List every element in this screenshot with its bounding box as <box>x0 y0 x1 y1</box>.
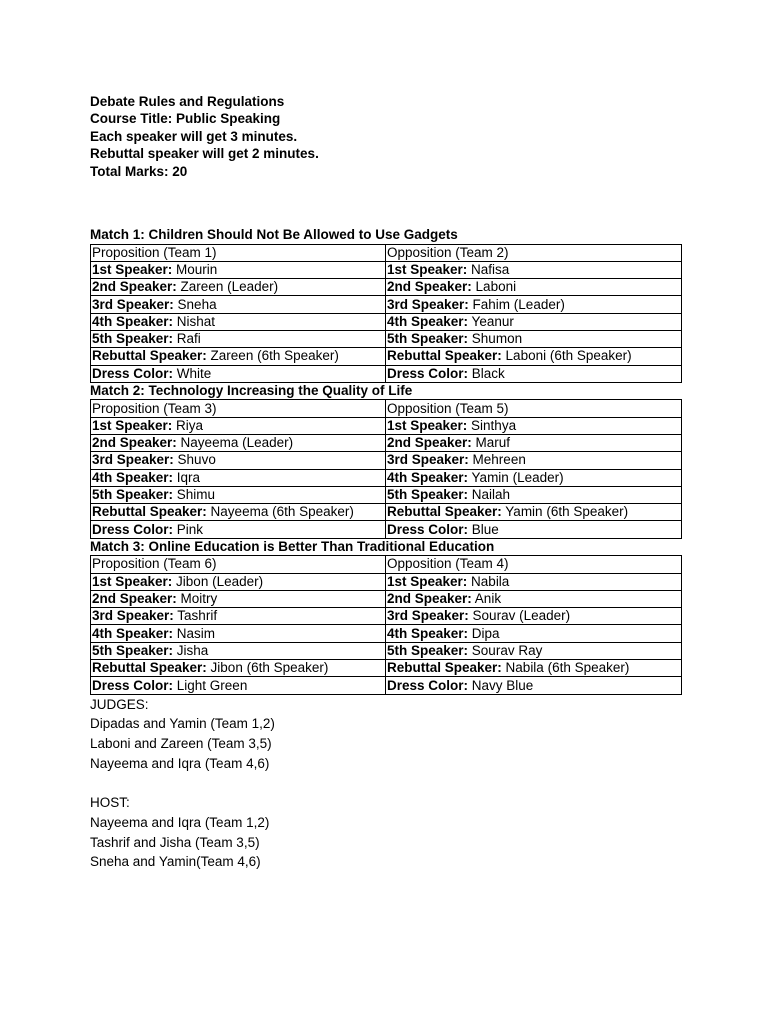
role-value: Moitry <box>176 591 218 607</box>
table-row <box>91 452 682 469</box>
proposition-cell <box>91 279 386 296</box>
proposition-cell <box>91 573 386 590</box>
role-value: Nayeema (Leader) <box>176 435 294 451</box>
proposition-cell <box>91 625 386 642</box>
role-label: 3rd Speaker: <box>387 296 469 312</box>
role-label: 1st Speaker: <box>92 261 173 277</box>
role-value: Fahim (Leader) <box>468 296 565 312</box>
rebuttal-time-line: Rebuttal speaker will get 2 minutes. <box>90 146 319 162</box>
match-table <box>90 399 682 538</box>
role-label: 1st Speaker: <box>92 573 173 589</box>
role-label: 3rd Speaker: <box>92 608 174 624</box>
proposition-team-cell: Proposition (Team 3) <box>91 400 386 417</box>
role-value: Riya <box>172 417 204 433</box>
table-row <box>91 590 682 607</box>
opposition-cell <box>386 365 682 382</box>
speaker-time-line: Each speaker will get 3 minutes. <box>90 128 298 144</box>
proposition-cell <box>91 590 386 607</box>
table-row <box>91 469 682 486</box>
proposition-cell <box>91 452 386 469</box>
course-title-line: Course Title: Public Speaking <box>90 111 281 127</box>
role-label: 5th Speaker: <box>92 487 174 503</box>
role-value: Black <box>468 365 505 381</box>
table-row <box>91 365 682 382</box>
proposition-cell <box>91 365 386 382</box>
opposition-cell <box>386 279 682 296</box>
document-page <box>90 93 690 872</box>
opposition-cell <box>386 521 682 538</box>
role-label: 4th Speaker: <box>387 625 469 641</box>
opposition-cell <box>386 660 682 677</box>
role-label: 2nd Speaker: <box>387 279 472 295</box>
proposition-cell <box>91 348 386 365</box>
role-label: 4th Speaker: <box>92 313 174 329</box>
opposition-cell <box>386 608 682 625</box>
role-value: Yeanur <box>468 313 514 329</box>
role-value: Sneha <box>173 296 217 312</box>
role-value: Nasim <box>173 625 216 641</box>
table-row <box>91 313 682 330</box>
role-value: Shimu <box>173 487 216 503</box>
role-value: Pink <box>173 521 204 537</box>
table-row <box>91 521 682 538</box>
host-line: Tashrif and Jisha (Team 3,5) <box>90 834 260 850</box>
role-label: Rebuttal Speaker: <box>92 504 207 520</box>
role-value: Shumon <box>468 331 523 347</box>
role-label: 5th Speaker: <box>387 487 469 503</box>
match-title: Match 1: Children Should Not Be Allowed to Use Gadgets <box>90 227 458 243</box>
role-label: 4th Speaker: <box>92 625 174 641</box>
role-value: Anik <box>471 591 502 607</box>
opposition-cell <box>386 504 682 521</box>
opposition-team-cell: Opposition (Team 4) <box>386 556 682 573</box>
role-value: Yamin (Leader) <box>468 469 564 485</box>
opposition-cell <box>386 642 682 659</box>
table-row <box>91 660 682 677</box>
role-value: Zareen (6th Speaker) <box>206 348 339 364</box>
role-label: 2nd Speaker: <box>92 591 177 607</box>
role-label: 1st Speaker: <box>387 573 468 589</box>
role-label: 2nd Speaker: <box>92 279 177 295</box>
document-title: Debate Rules and Regulations <box>90 94 285 109</box>
proposition-cell <box>91 435 386 452</box>
role-label: 1st Speaker: <box>387 417 468 433</box>
role-label: 3rd Speaker: <box>387 452 469 468</box>
role-value: Sourav Ray <box>468 642 543 658</box>
role-label: 3rd Speaker: <box>92 452 174 468</box>
opposition-team-cell: Opposition (Team 2) <box>386 244 682 261</box>
role-label: Dress Color: <box>92 521 174 537</box>
opposition-cell <box>386 417 682 434</box>
role-value: Blue <box>468 521 499 537</box>
proposition-cell <box>91 313 386 330</box>
judges-section <box>90 695 690 774</box>
proposition-cell <box>91 469 386 486</box>
role-value: Mehreen <box>468 452 526 468</box>
role-value: Sinthya <box>467 417 517 433</box>
table-row <box>91 625 682 642</box>
role-value: Rafi <box>173 331 201 347</box>
host-line: Nayeema and Iqra (Team 1,2) <box>90 814 270 830</box>
opposition-cell <box>386 435 682 452</box>
role-value: Maruf <box>471 435 511 451</box>
role-value: Laboni <box>471 279 517 295</box>
role-value: Nailah <box>468 487 511 503</box>
role-value: Nabila (6th Speaker) <box>501 660 630 676</box>
role-label: Rebuttal Speaker: <box>387 660 502 676</box>
role-value: White <box>173 365 212 381</box>
role-value: Tashrif <box>173 608 218 624</box>
document-header <box>90 93 690 180</box>
opposition-cell <box>386 331 682 348</box>
role-label: 5th Speaker: <box>387 331 469 347</box>
role-label: Rebuttal Speaker: <box>92 348 207 364</box>
role-value: Navy Blue <box>468 677 534 693</box>
opposition-team-cell: Opposition (Team 5) <box>386 400 682 417</box>
judges-line: Dipadas and Yamin (Team 1,2) <box>90 716 275 732</box>
match-table <box>90 555 682 694</box>
opposition-cell <box>386 590 682 607</box>
proposition-team-cell: Proposition (Team 6) <box>91 556 386 573</box>
host-line: Sneha and Yamin(Team 4,6) <box>90 854 261 870</box>
total-marks-line: Total Marks: 20 <box>90 163 188 179</box>
proposition-cell <box>91 261 386 278</box>
proposition-cell <box>91 521 386 538</box>
judges-heading: JUDGES: <box>90 696 149 712</box>
match-title: Match 2: Technology Increasing the Quality of Life <box>90 382 413 398</box>
table-row <box>91 435 682 452</box>
table-row <box>91 417 682 434</box>
role-value: Laboni (6th Speaker) <box>501 348 632 364</box>
opposition-cell <box>386 486 682 503</box>
opposition-cell <box>386 296 682 313</box>
team-header-row <box>91 556 682 573</box>
section-gap <box>90 773 690 793</box>
table-row <box>91 261 682 278</box>
match-table <box>90 244 682 383</box>
table-row <box>91 677 682 694</box>
role-label: Dress Color: <box>387 365 469 381</box>
judges-line: Nayeema and Iqra (Team 4,6) <box>90 755 270 771</box>
table-row <box>91 279 682 296</box>
host-section <box>90 793 690 872</box>
header-spacer <box>90 180 690 227</box>
opposition-cell <box>386 625 682 642</box>
opposition-cell <box>386 469 682 486</box>
proposition-cell <box>91 504 386 521</box>
role-value: Nishat <box>173 313 216 329</box>
role-value: Zareen (Leader) <box>176 279 279 295</box>
role-label: 4th Speaker: <box>387 313 469 329</box>
table-row <box>91 573 682 590</box>
role-label: 3rd Speaker: <box>92 296 174 312</box>
judges-line: Laboni and Zareen (Team 3,5) <box>90 736 272 752</box>
host-heading: HOST: <box>90 795 130 811</box>
proposition-cell <box>91 486 386 503</box>
match-title: Match 3: Online Education is Better Than Traditional Education <box>90 538 495 554</box>
role-value: Light Green <box>173 677 248 693</box>
role-value: Nabila <box>467 573 510 589</box>
proposition-cell <box>91 642 386 659</box>
table-row <box>91 504 682 521</box>
role-label: 2nd Speaker: <box>92 435 177 451</box>
role-value: Yamin (6th Speaker) <box>501 504 629 520</box>
role-value: Jibon (6th Speaker) <box>206 660 329 676</box>
role-label: 4th Speaker: <box>387 469 469 485</box>
role-value: Iqra <box>173 469 201 485</box>
table-row <box>91 608 682 625</box>
opposition-cell <box>386 313 682 330</box>
team-header-row <box>91 400 682 417</box>
opposition-cell <box>386 452 682 469</box>
role-label: Rebuttal Speaker: <box>92 660 207 676</box>
role-label: Rebuttal Speaker: <box>387 504 502 520</box>
role-label: Dress Color: <box>92 365 174 381</box>
role-value: Sourav (Leader) <box>468 608 571 624</box>
opposition-cell <box>386 261 682 278</box>
role-label: Dress Color: <box>387 677 469 693</box>
table-row <box>91 348 682 365</box>
table-row <box>91 486 682 503</box>
role-value: Dipa <box>468 625 500 641</box>
role-label: 3rd Speaker: <box>387 608 469 624</box>
role-label: 5th Speaker: <box>92 331 174 347</box>
role-value: Mourin <box>172 261 218 277</box>
role-value: Shuvo <box>173 452 216 468</box>
role-label: 2nd Speaker: <box>387 591 472 607</box>
table-row <box>91 642 682 659</box>
opposition-cell <box>386 348 682 365</box>
proposition-cell <box>91 677 386 694</box>
role-label: 5th Speaker: <box>387 642 469 658</box>
team-header-row <box>91 244 682 261</box>
role-value: Jisha <box>173 642 209 658</box>
role-label: 5th Speaker: <box>92 642 174 658</box>
proposition-cell <box>91 331 386 348</box>
role-label: 2nd Speaker: <box>387 435 472 451</box>
role-label: Dress Color: <box>387 521 469 537</box>
role-value: Nafisa <box>467 261 510 277</box>
opposition-cell <box>386 677 682 694</box>
proposition-team-cell: Proposition (Team 1) <box>91 244 386 261</box>
table-row <box>91 296 682 313</box>
role-value: Nayeema (6th Speaker) <box>206 504 354 520</box>
role-value: Jibon (Leader) <box>172 573 264 589</box>
proposition-cell <box>91 296 386 313</box>
role-label: 4th Speaker: <box>92 469 174 485</box>
role-label: Dress Color: <box>92 677 174 693</box>
opposition-cell <box>386 573 682 590</box>
table-row <box>91 331 682 348</box>
role-label: 1st Speaker: <box>387 261 468 277</box>
role-label: 1st Speaker: <box>92 417 173 433</box>
proposition-cell <box>91 608 386 625</box>
proposition-cell <box>91 660 386 677</box>
proposition-cell <box>91 417 386 434</box>
matches-container <box>90 227 690 695</box>
role-label: Rebuttal Speaker: <box>387 348 502 364</box>
